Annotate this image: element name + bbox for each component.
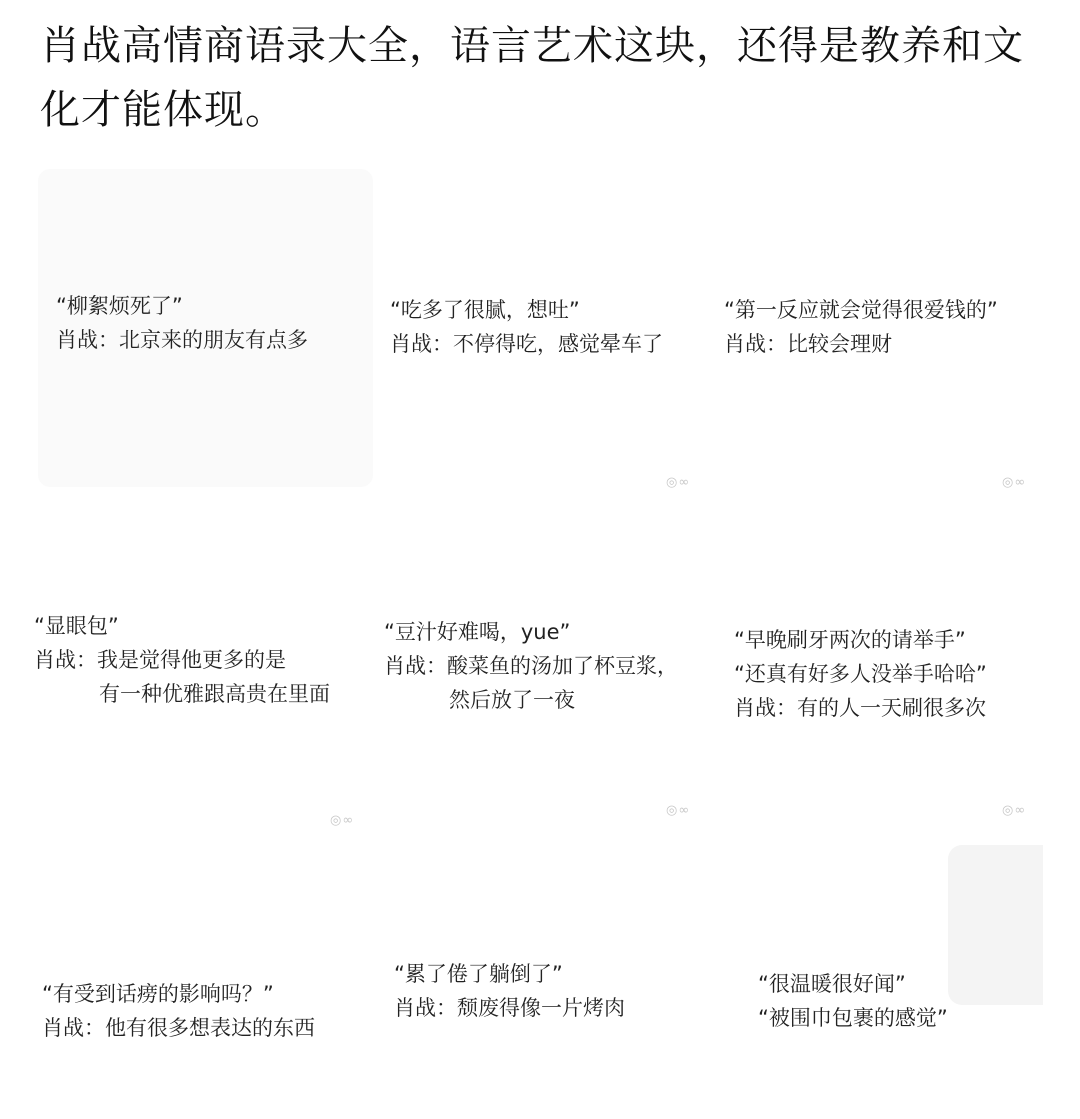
- quote-card[interactable]: [374, 483, 709, 818]
- quote-answer: 肖战：比较会理财: [724, 332, 892, 356]
- quote-answer: 肖战：北京来的朋友有点多: [56, 328, 308, 352]
- quote-question-followup: “还真有好多人没举手哈哈”: [734, 662, 987, 686]
- quote-question: “显眼包”: [34, 614, 119, 638]
- quote-question: “有受到话痨的影响吗？”: [42, 982, 274, 1006]
- quote-question: “很温暖很好闻”: [758, 972, 906, 996]
- weibo-watermark-icon: ◎∞: [1002, 475, 1027, 490]
- quote-card[interactable]: [34, 483, 369, 828]
- quote-question: “第一反应就会觉得很爱钱的”: [724, 298, 998, 322]
- quote-question: “豆汁好难喝，yue”: [384, 620, 571, 644]
- quote-answer: 肖战：我是觉得他更多的是: [34, 648, 286, 672]
- quote-question: “吃多了很腻，想吐”: [390, 298, 580, 322]
- quote-card[interactable]: [710, 483, 1045, 818]
- quote-answer-continued: 然后放了一夜: [449, 688, 575, 712]
- quote-answer: 肖战：他有很多想表达的东西: [42, 1016, 315, 1040]
- weibo-watermark-icon: ◎∞: [666, 803, 691, 818]
- quote-question: “早晚刷牙两次的请举手”: [734, 628, 966, 652]
- quote-answer: 肖战：有的人一天刷很多次: [734, 696, 986, 720]
- quote-card[interactable]: [374, 169, 709, 490]
- quote-answer: 肖战：不停得吃，感觉晕车了: [390, 332, 663, 356]
- post-title: 肖战高情商语录大全，语言艺术这块，还得是教养和文化才能体现。: [40, 23, 1024, 133]
- quote-card[interactable]: [38, 169, 373, 487]
- quote-card[interactable]: [38, 801, 373, 1119]
- quote-card[interactable]: [710, 169, 1045, 490]
- quote-answer-continued: 有一种优雅跟高贵在里面: [99, 682, 330, 706]
- weibo-watermark-icon: ◎∞: [1002, 803, 1027, 818]
- quote-answer: 肖战：酸菜鱼的汤加了杯豆浆，: [384, 654, 678, 678]
- weibo-watermark-icon: ◎∞: [666, 475, 691, 490]
- quote-image-grid: [34, 165, 1046, 1100]
- quote-answer: 肖战：颓废得像一片烤肉: [394, 996, 625, 1020]
- quote-card[interactable]: [374, 801, 709, 1119]
- quote-question: “累了倦了躺倒了”: [394, 962, 563, 986]
- image-edge-shadow: [948, 845, 1043, 1005]
- quote-question-followup: “被围巾包裹的感觉”: [758, 1006, 948, 1030]
- weibo-watermark-icon: ◎∞: [330, 813, 355, 828]
- quote-question: “柳絮烦死了”: [56, 294, 183, 318]
